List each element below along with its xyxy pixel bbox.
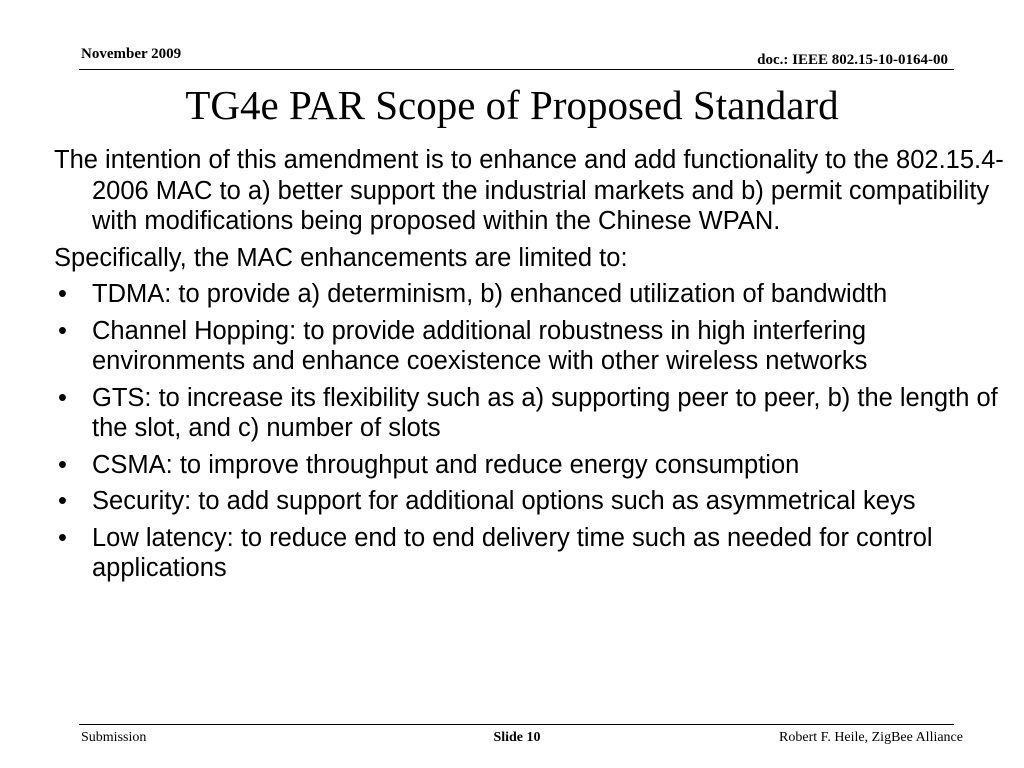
header-divider xyxy=(79,69,954,70)
header-doc-id: doc.: IEEE 802.15-10-0164-00 xyxy=(757,52,948,68)
bullet-icon: • xyxy=(58,383,67,412)
footer-submission: Submission xyxy=(81,730,147,745)
bullet-item-security xyxy=(54,486,1004,517)
bullet-icon: • xyxy=(58,316,67,345)
bullet-icon: • xyxy=(58,280,67,308)
bullet-text: GTS: to increase its flexibility such as a) supporting peer to peer, b) the length of the slot, and c) number of slots xyxy=(92,383,998,442)
lead-paragraph: Specifically, the MAC enhancements are limited to: xyxy=(54,243,628,272)
bullet-item-tdma xyxy=(54,279,1004,310)
bullet-text: Channel Hopping: to provide additional robustness in high interfering environments and enhance coexistence with other wireless networks xyxy=(92,316,868,375)
footer-divider xyxy=(79,724,954,725)
bullet-text: TDMA: to provide a) determinism, b) enhanced utilization of bandwidth xyxy=(92,280,888,308)
bullet-icon: • xyxy=(58,450,67,479)
footer-slide-number: Slide 10 xyxy=(493,730,541,745)
bullet-text: Low latency: to reduce end to end delivery time such as needed for control applications xyxy=(92,523,933,582)
slide-title: TG4e PAR Scope of Proposed Standard xyxy=(185,82,839,128)
intro-paragraph: The intention of this amendment is to enhance and add functionality to the 802.15.4-2006 MAC to a) better support the industrial markets and b) permit compatibility with modifications being proposed within the Chinese WPAN. xyxy=(54,146,1004,235)
bullet-text: CSMA: to improve throughput and reduce energy consumption xyxy=(92,450,800,479)
bullet-text: Security: to add support for additional options such as asymmetrical keys xyxy=(92,487,916,515)
bullet-icon: • xyxy=(58,487,67,515)
slide-body xyxy=(54,145,1004,590)
bullet-item-low-latency xyxy=(54,523,1004,584)
bullet-item-csma xyxy=(54,450,1004,481)
header-date: November 2009 xyxy=(81,46,182,62)
bullet-item-gts xyxy=(54,383,1004,444)
bullet-item-channel-hopping xyxy=(54,316,1004,377)
footer-author: Robert F. Heile, ZigBee Alliance xyxy=(779,730,963,745)
bullet-icon: • xyxy=(58,523,67,552)
